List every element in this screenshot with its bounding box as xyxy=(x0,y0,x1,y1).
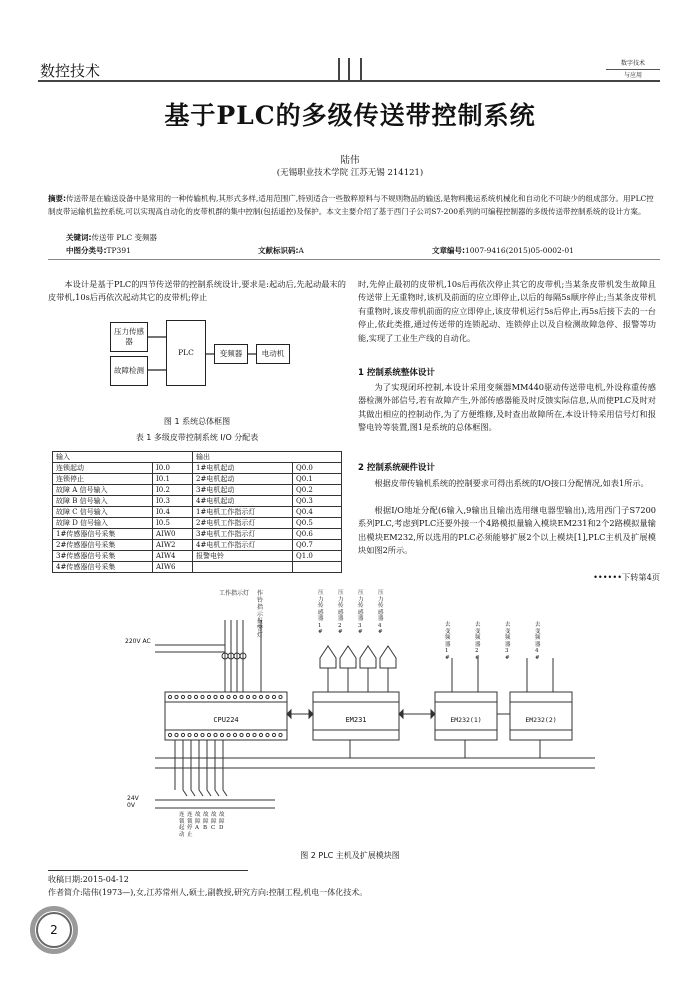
author-affiliation: (无锡职业技术学院 江苏无锡 214121) xyxy=(276,168,424,178)
clc-label: 中图分类号: xyxy=(66,246,107,255)
table-cell: AIW0 xyxy=(153,529,193,540)
section-2-heading: 2 控制系统硬件设计 xyxy=(358,463,435,473)
table-cell: 1#电机起动 xyxy=(193,463,293,474)
figure-1-block-diagram xyxy=(110,318,310,388)
table-cell: 连锁起动 xyxy=(53,463,153,474)
table-cell: 3#电机起动 xyxy=(193,485,293,496)
vfd-block: 变频器 xyxy=(214,344,248,364)
figure-label: 示 xyxy=(237,590,244,597)
table-row xyxy=(53,529,342,540)
table-cell: 2#传感器信号采集 xyxy=(53,540,153,551)
io-output-header: 输出 xyxy=(193,452,342,463)
abstract xyxy=(48,192,660,218)
journal-logo-top: 数字技术 xyxy=(606,58,660,70)
figure-label: 作 xyxy=(225,590,232,597)
continued-note: ••••••下转第4页 xyxy=(593,572,660,582)
table-cell: Q0.5 xyxy=(293,518,342,529)
dc-power-label: 24V 0V xyxy=(127,795,139,809)
motor-block: 电动机 xyxy=(256,344,290,364)
table-cell: 故障 C 信号输入 xyxy=(53,507,153,518)
table-row xyxy=(53,540,342,551)
table-cell: 4#传感器信号采集 xyxy=(53,562,153,573)
ac-power-label: 220V AC xyxy=(125,638,151,645)
table-cell: AIW2 xyxy=(153,540,193,551)
section-1-heading: 1 控制系统整体设计 xyxy=(358,368,435,378)
io-table xyxy=(52,451,342,573)
header-bars-decoration xyxy=(338,58,362,80)
figure-label: 连锁起动 xyxy=(179,812,185,838)
journal-logo xyxy=(606,58,660,82)
figure-label: 压力传感器 1# xyxy=(318,590,324,635)
figure-label: 压力传感器 4# xyxy=(378,590,384,635)
em232-1-label: EM232(1) xyxy=(450,716,482,724)
author-bio: 作者简介:陆伟(1973—),女,江苏常州人,硕士,副教授,研究方向:控制工程,机电一体化技术。 xyxy=(48,888,368,897)
abstract-rule xyxy=(48,259,660,260)
table-cell: I0.0 xyxy=(153,463,193,474)
section-title: 数控技术 xyxy=(40,62,101,80)
table-cell: 故障 B 信号输入 xyxy=(53,496,153,507)
figure-label: 去变频器 3# xyxy=(505,622,511,661)
cpu224-label: CPU224 xyxy=(213,716,239,724)
figure-label: 故障A xyxy=(195,812,201,831)
received-date: 收稿日期:2015-04-12 xyxy=(48,875,129,884)
table-row xyxy=(53,463,342,474)
right-paragraph-3: 根据皮带传输机系统的控制要求可得出系统的I/O接口分配情况,如表1所示。 xyxy=(374,478,649,488)
table-cell: 故障 A 信号输入 xyxy=(53,485,153,496)
em231-label: EM231 xyxy=(345,716,367,724)
table-cell: I0.2 xyxy=(153,485,193,496)
doc-code-value: A xyxy=(298,246,304,255)
bell-label: 作铃指示报警灯 xyxy=(257,590,264,639)
table-cell: Q0.7 xyxy=(293,540,342,551)
table-cell: Q1.0 xyxy=(293,551,342,562)
figure-label: 指 xyxy=(231,590,238,597)
table-row xyxy=(53,496,342,507)
table-cell: Q0.1 xyxy=(293,474,342,485)
table-cell: 4#电机工作指示灯 xyxy=(193,540,293,551)
right-paragraph-4: 根据I/O地址分配(6输入,9输出且输出选用继电器型输出),选用西门子S7200系列PLC,考虑到PLC还要外接一个4路模拟量输入模块EM231和2个2路模拟量输出模块EM232,所以选用的PLC必须能够扩展2个以上模块[1],PLC主机及扩展模块如图2所示。 xyxy=(358,505,656,556)
table-cell: 报警电铃 xyxy=(193,551,293,562)
io-table-header xyxy=(53,452,342,463)
clc-value: TP391 xyxy=(106,246,131,255)
table-cell: 连锁停止 xyxy=(53,474,153,485)
figure-label: 去变频器 4# xyxy=(535,622,541,661)
table-cell: Q0.4 xyxy=(293,507,342,518)
table-cell: AIW6 xyxy=(153,562,193,573)
table-row xyxy=(53,562,342,573)
figure-label: 工 xyxy=(219,590,226,597)
footnote-rule xyxy=(48,870,248,871)
journal-logo-bottom: 与应用 xyxy=(623,72,642,79)
em232-2-label: EM232(2) xyxy=(525,716,557,724)
keywords xyxy=(66,232,157,243)
figure-2-caption: 图 2 PLC 主机及扩展模块图 xyxy=(300,851,400,860)
table-row xyxy=(53,474,342,485)
doc-code xyxy=(258,245,304,256)
page-number: 2 xyxy=(36,912,72,948)
table-cell: 3#电机工作指示灯 xyxy=(193,529,293,540)
figure-label: 灯 xyxy=(243,590,250,597)
table-cell: I0.3 xyxy=(153,496,193,507)
io-input-header: 输入 xyxy=(53,452,193,463)
abstract-text: 传送带是在输送设备中是常用的一种传输机构,其形式多样,适用范围广,特别适合一些散粹原料与不规则物品的输送,是物料搬运系统机械化和自动化不可缺少的组成部分。用PLC控制皮带运输机监控系统,可以实现高自动化的皮带机群的集中控制(包括遥控)及保护。本文主要介绍了基于西门子公司S7-200系列的可编程控制器的多级传送带控制系统的设计方案。 xyxy=(48,194,654,216)
table-cell: 1#电机工作指示灯 xyxy=(193,507,293,518)
doc-code-label: 文献标识码: xyxy=(258,246,299,255)
right-paragraph-2: 为了实现闭环控制,本设计采用变频器MM440驱动传送带电机,外设称重传感器检测外部信号,若有故障产生,外部传感器能及时反馈实际信息,从而使PLC及时对其做出相应的控制动作,为了方便维修,及时查出故障所在,本设计特采用信号灯和报警电铃等装置,图1是系统的总体框图。 xyxy=(358,382,656,433)
figure-label: 连锁停止 xyxy=(187,812,193,838)
abstract-label: 摘要: xyxy=(48,194,66,203)
figure-label: 去变频器 2# xyxy=(475,622,481,661)
figure-label: 压力传感器 3# xyxy=(358,590,364,635)
table-cell xyxy=(293,562,342,573)
table-row xyxy=(53,551,342,562)
table-cell: 2#电机起动 xyxy=(193,474,293,485)
table-cell: 1#传感器信号采集 xyxy=(53,529,153,540)
table-row xyxy=(53,485,342,496)
table-cell: Q0.2 xyxy=(293,485,342,496)
clc-number xyxy=(66,245,131,256)
table-cell: 3#传感器信号采集 xyxy=(53,551,153,562)
keywords-label: 关键词: xyxy=(66,233,92,242)
table-cell: Q0.6 xyxy=(293,529,342,540)
intro-paragraph: 本设计是基于PLC的四节传送带的控制系统设计,要求是:起动后,先起动最末的皮带机,10s后再依次起动其它的皮带机;停止 xyxy=(48,279,346,303)
table-cell: I0.4 xyxy=(153,507,193,518)
paper-title: 基于PLC的多级传送带控制系统 xyxy=(164,101,536,130)
article-no-label: 文章编号: xyxy=(432,246,465,255)
author-name: 陆伟 xyxy=(340,155,360,166)
figure-label: 故障D xyxy=(219,812,225,831)
article-number xyxy=(432,245,574,256)
figure-2-wiring-diagram xyxy=(115,590,675,848)
table-cell: 2#电机工作指示灯 xyxy=(193,518,293,529)
table-row xyxy=(53,507,342,518)
table-row xyxy=(53,518,342,529)
right-paragraph-1: 时,先停止最初的皮带机,10s后再依次停止其它的皮带机;当某条皮带机发生故障且传送带上无重物时,该机及前面的应立即停止,以后的每隔5s顺序停止;当某条皮带机有重物时,该皮带机前面的应立即停止,该皮带机运行5s后停止,再5s后接下去的一台停止,依此类推,通过传送带的连锁起动、连锁停止以及自检测故障急停、报警等功能,实现了工业生产线的自动化。 xyxy=(358,279,656,343)
figure-label: 去变频器 1# xyxy=(445,622,451,661)
figure-label: 故障C xyxy=(211,812,217,831)
table-cell: AIW4 xyxy=(153,551,193,562)
table-cell: I0.1 xyxy=(153,474,193,485)
table-cell xyxy=(193,562,293,573)
figure-1-caption: 图 1 系统总体框图 xyxy=(163,417,231,426)
table-cell: 故障 D 信号输入 xyxy=(53,518,153,529)
plc-block: PLC xyxy=(166,320,206,386)
table-cell: Q0.0 xyxy=(293,463,342,474)
keywords-text: 传送带 PLC 变频器 xyxy=(91,233,158,242)
pressure-sensor-block: 压力传感器 xyxy=(110,322,148,352)
fault-detect-block: 故障检测 xyxy=(110,356,148,386)
table-cell: Q0.3 xyxy=(293,496,342,507)
header-rule xyxy=(38,80,660,82)
figure-label: 故障B xyxy=(203,812,209,831)
figure-label: 压力传感器 2# xyxy=(338,590,344,635)
article-no-value: 1007-9416(2015)05-0002-01 xyxy=(465,246,574,255)
table-cell: 4#电机起动 xyxy=(193,496,293,507)
table-1-caption: 表 1 多级皮带控制系统 I/O 分配表 xyxy=(135,433,259,442)
table-cell: I0.5 xyxy=(153,518,193,529)
